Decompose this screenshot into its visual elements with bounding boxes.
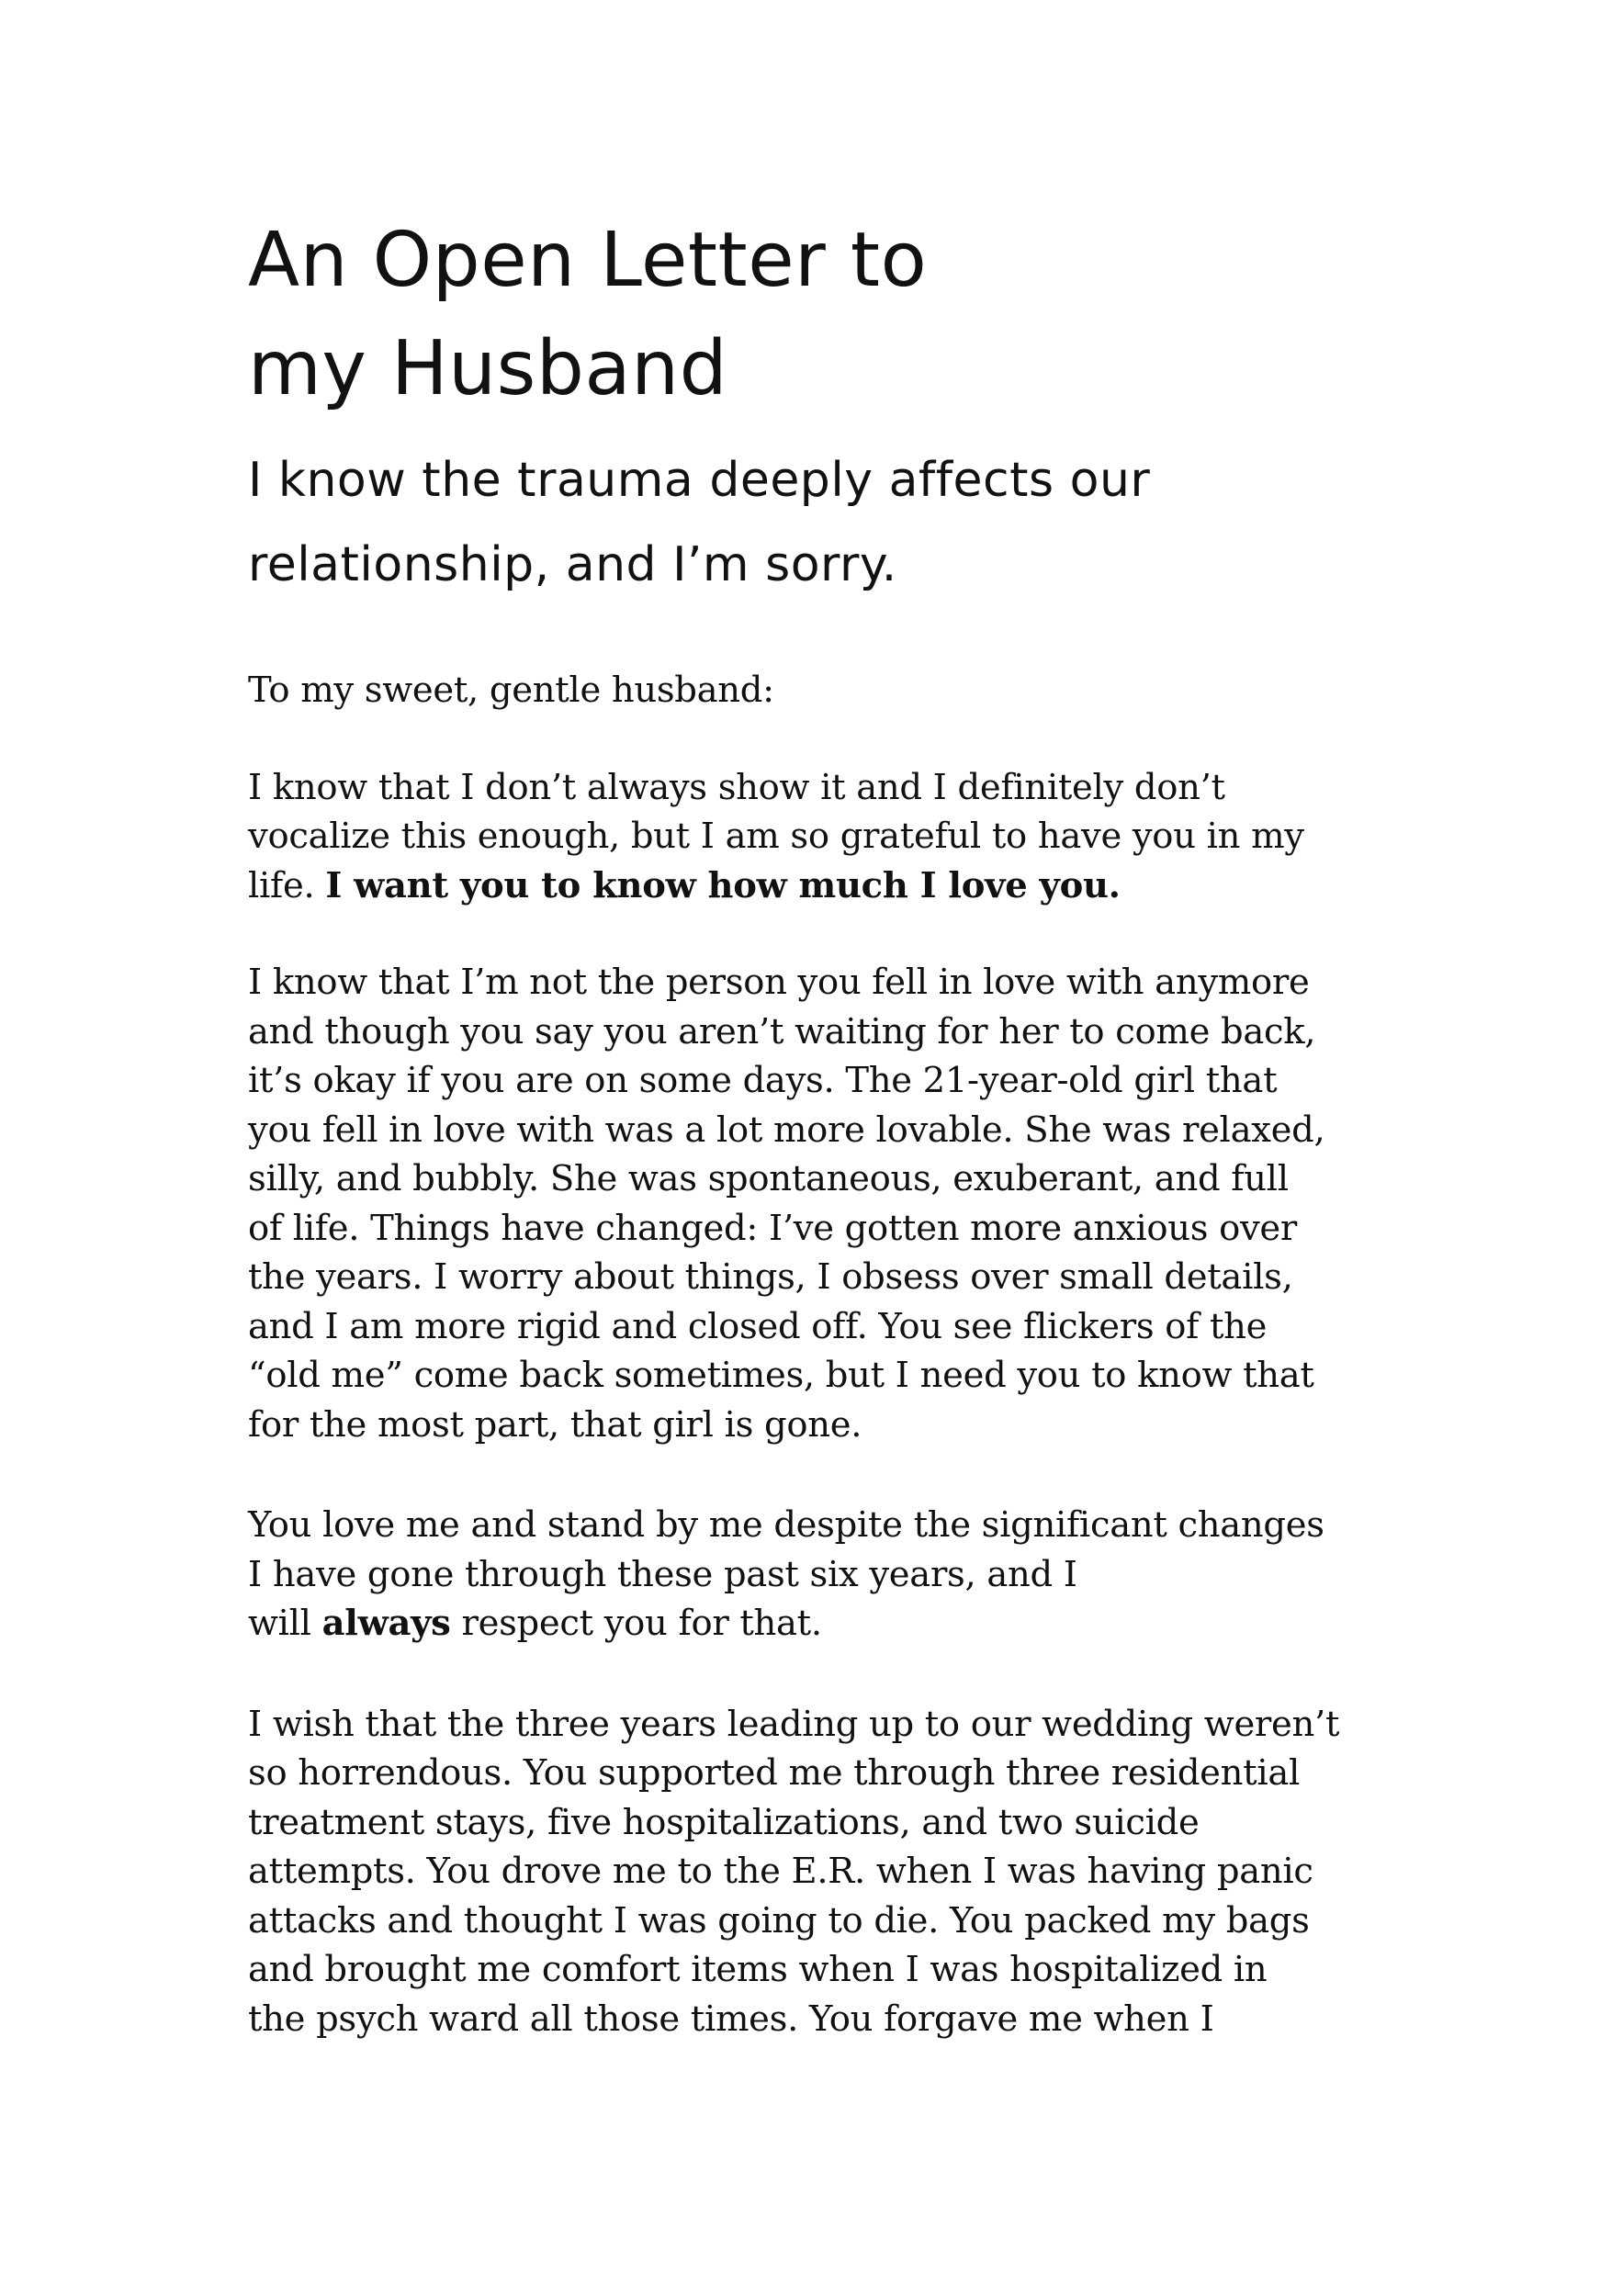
- article-title: [248, 207, 1405, 423]
- paragraph-1-text: I know that I don’t always show it and I definitely don’t vocalize this enough, but I am so grateful to have you in my life.: [248, 766, 1304, 906]
- title-line-2: my Husband: [248, 325, 728, 412]
- paragraph-3-after: respect you for that.: [450, 1603, 822, 1644]
- subtitle-line-1: I know the trauma deeply affects our: [248, 453, 1151, 508]
- paragraph-3-before: You love me and stand by me despite the significant changes I have gone through these past six years, and I will: [248, 1504, 1324, 1644]
- paragraph-2: I know that I’m not the person you fell in love with anymore and though you say you aren’t waiting for her to come back, it’s okay if you are on some days. The 21-year-old girl that you fell in love with was a lot more lovable. She was relaxed, silly, and bubbly. She was spontaneous, exuberant, and full of life. Things have changed: I’ve gotten more anxious over the years. I worry about things, I obsess over small details, and I am more rigid and closed off. You see flickers of the “old me” come back sometimes, but I need you to know that for the most part, that girl is gone.: [248, 962, 1325, 1446]
- paragraph-1: [248, 763, 1405, 911]
- article-subtitle: [248, 438, 1405, 607]
- subtitle-line-2: relationship, and I’m sorry.: [248, 537, 897, 592]
- title-line-1: An Open Letter to: [248, 217, 928, 304]
- paragraph-4: I wish that the three years leading up to our wedding weren’t so horrendous. You supported me through three residential treatment stays, five hospitalizations, and two suicide attempts. You drove me to the E.R. when I was having panic attacks and thought I was going to die. You packed my bags and brought me comfort items when I was hospitalized in the psych ward all those times. You forgave me when I: [248, 1703, 1340, 2040]
- letter-page: [248, 207, 1405, 2043]
- salutation: To my sweet, gentle husband:: [248, 670, 774, 711]
- paragraph-1-bold: I want you to know how much I love you.: [325, 864, 1121, 906]
- paragraph-3-bold: always: [321, 1603, 451, 1644]
- paragraph-3: [248, 1501, 1405, 1649]
